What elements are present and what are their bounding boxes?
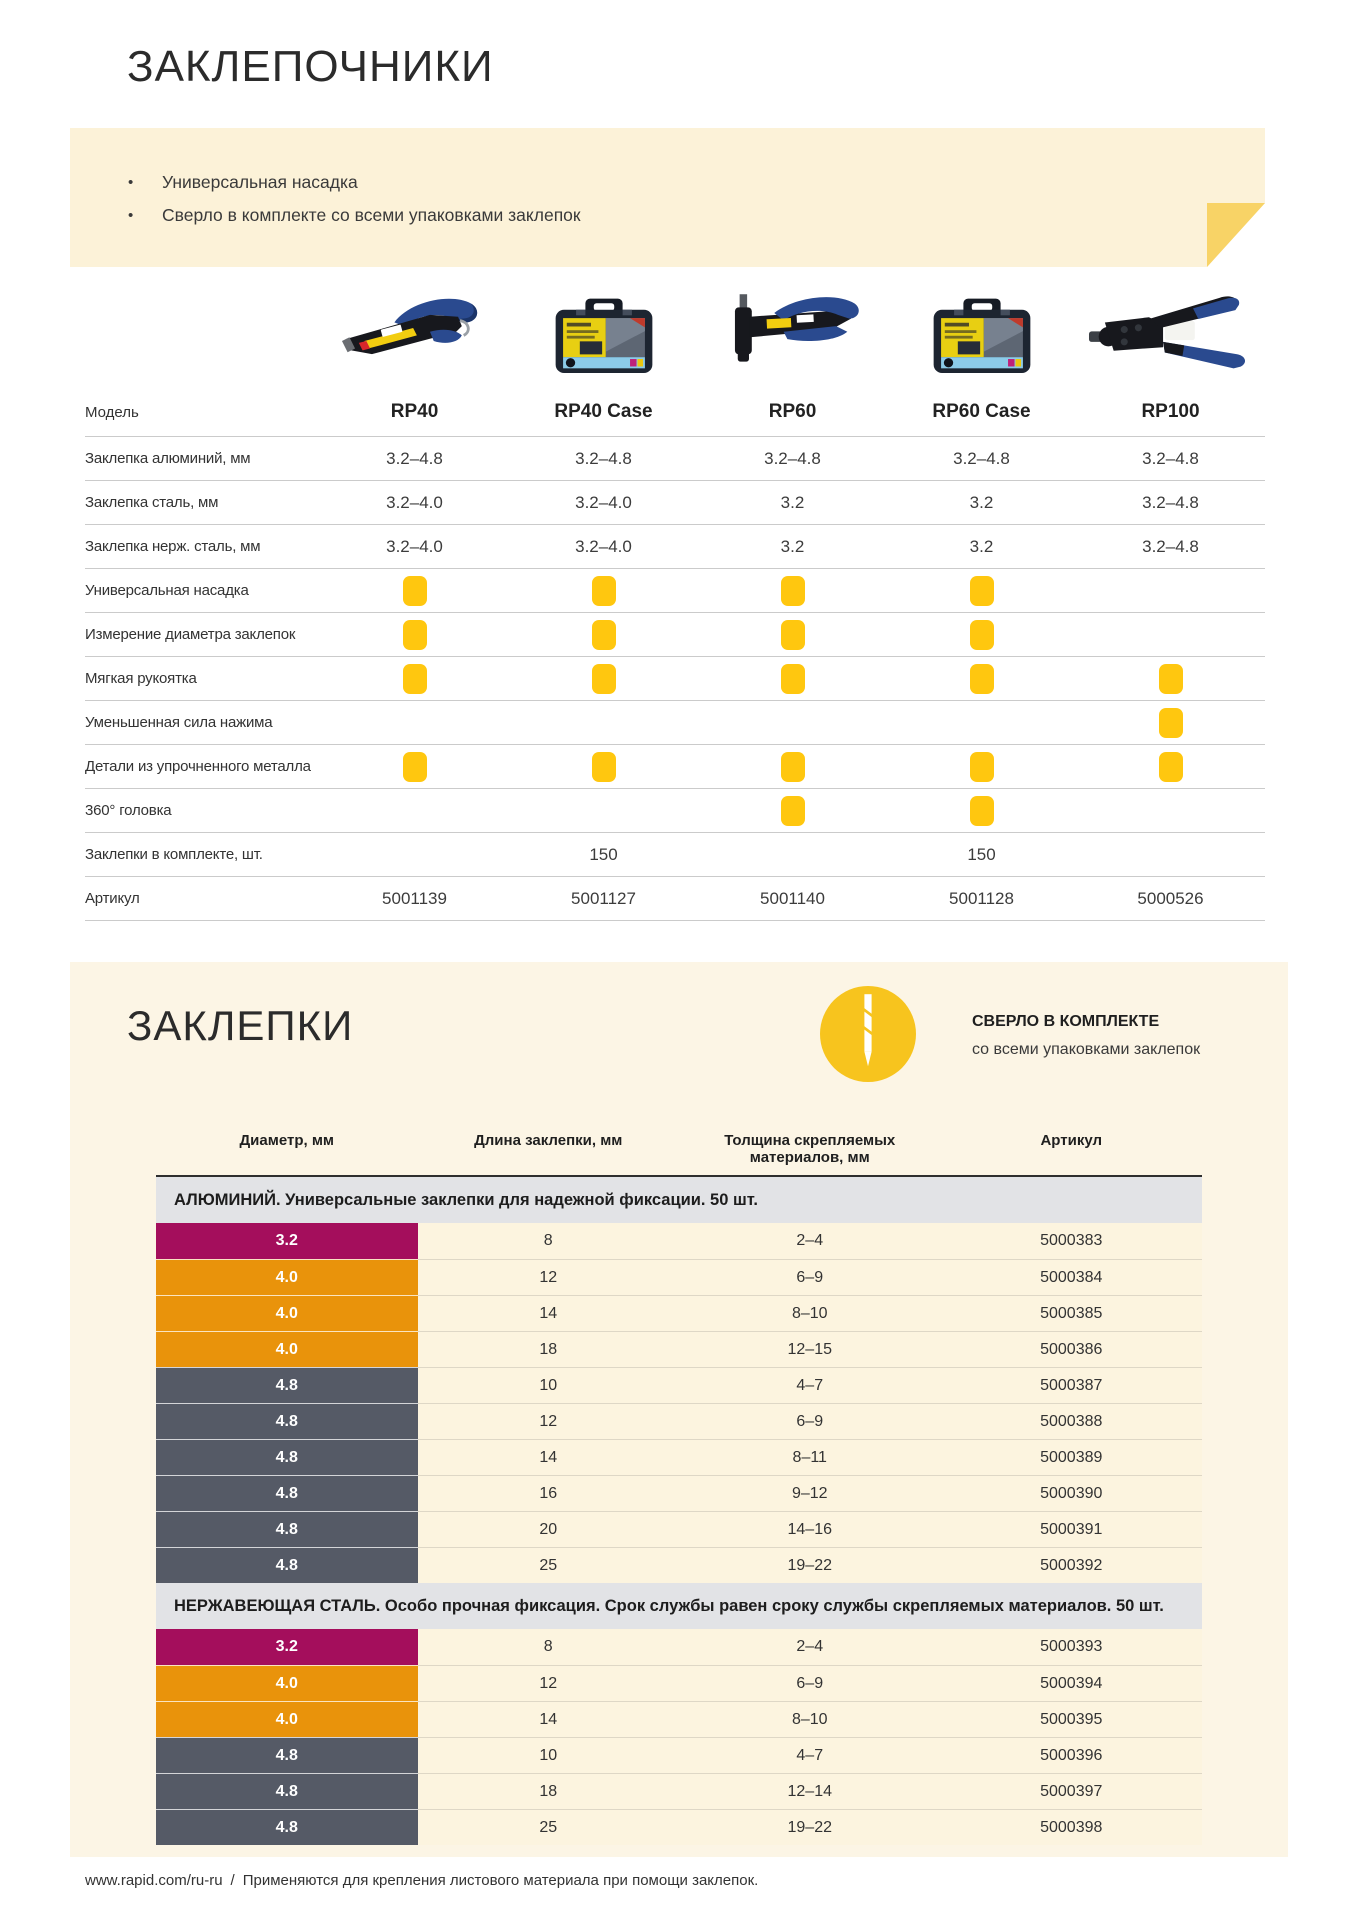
length-cell: 25 xyxy=(418,1547,680,1583)
thickness-cell: 6–9 xyxy=(679,1403,941,1439)
length-cell: 18 xyxy=(418,1773,680,1809)
feature-value: 3.2–4.8 xyxy=(764,448,821,468)
check-mark-icon xyxy=(970,796,994,826)
drill-bit-icon xyxy=(850,988,886,1081)
feature-check-yes xyxy=(320,752,509,782)
product-image-rp100 xyxy=(1076,238,1265,386)
sku-cell: 5000388 xyxy=(941,1403,1203,1439)
length-cell: 18 xyxy=(418,1331,680,1367)
rivet-row xyxy=(156,1439,1202,1475)
rivet-row xyxy=(156,1737,1202,1773)
feature-value: 3.2 xyxy=(969,492,994,512)
feature-value: 3.2–4.8 xyxy=(1142,492,1199,512)
product-image-rp40-case xyxy=(509,238,698,386)
length-cell: 25 xyxy=(418,1809,680,1845)
highlights-list xyxy=(128,166,581,232)
sku-cell: 5000390 xyxy=(941,1475,1203,1511)
feature-row-label: Измерение диаметра заклепок xyxy=(85,626,296,643)
diameter-cell: 3.2 xyxy=(156,1629,418,1665)
feature-value: 3.2–4.8 xyxy=(1142,536,1199,556)
feature-row-label: Заклепка нерж. сталь, мм xyxy=(85,538,261,555)
diameter-cell: 4.0 xyxy=(156,1701,418,1737)
feature-check-yes xyxy=(1076,664,1265,694)
feature-row-label: Артикул xyxy=(85,890,140,907)
thickness-cell: 2–4 xyxy=(796,1232,824,1249)
feature-value: 5001127 xyxy=(571,888,636,908)
sku-cell: 5000393 xyxy=(1040,1638,1103,1655)
thickness-cell: 14–16 xyxy=(679,1511,941,1547)
feature-value: 3.2–4.0 xyxy=(386,492,443,512)
feature-row xyxy=(85,877,1265,921)
length-cell: 10 xyxy=(418,1737,680,1773)
diameter-cell: 4.8 xyxy=(156,1403,418,1439)
feature-value: 3.2 xyxy=(780,492,805,512)
feature-row xyxy=(85,437,1265,481)
feature-row-label: Универсальная насадка xyxy=(85,582,249,599)
rivet-row xyxy=(156,1331,1202,1367)
feature-check-yes xyxy=(320,576,509,606)
rivets-section-title: ЗАКЛЕПКИ xyxy=(127,1002,354,1049)
length-cell: 12 xyxy=(418,1259,680,1295)
check-mark-icon xyxy=(403,620,427,650)
diameter-cell: 4.8 xyxy=(156,1439,418,1475)
rivet-row xyxy=(156,1511,1202,1547)
feature-check-yes xyxy=(1076,708,1265,738)
model-name: RP60 xyxy=(768,401,817,422)
feature-check-yes xyxy=(320,620,509,650)
feature-row xyxy=(85,569,1265,613)
check-mark-icon xyxy=(781,796,805,826)
feature-row-label: Заклепка алюминий, мм xyxy=(85,450,251,467)
feature-check-yes xyxy=(509,664,698,694)
check-mark-icon xyxy=(592,620,616,650)
rivets-table-headers xyxy=(156,1132,1202,1177)
feature-value: 3.2–4.0 xyxy=(575,492,632,512)
feature-check-yes xyxy=(698,664,887,694)
check-mark-icon xyxy=(403,752,427,782)
sku-cell: 5000384 xyxy=(941,1259,1203,1295)
rivet-row xyxy=(156,1403,1202,1439)
drill-badge xyxy=(820,986,916,1082)
feature-row xyxy=(85,481,1265,525)
product-image-rp40 xyxy=(320,238,509,386)
diameter-cell: 4.0 xyxy=(156,1259,418,1295)
sku-cell: 5000398 xyxy=(941,1809,1203,1845)
thickness-cell: 4–7 xyxy=(679,1367,941,1403)
thickness-cell: 6–9 xyxy=(679,1259,941,1295)
feature-value: 3.2 xyxy=(969,536,994,556)
feature-value: 5001140 xyxy=(760,888,825,908)
check-mark-icon xyxy=(403,664,427,694)
column-header-length: Длина заклепки, мм xyxy=(474,1132,623,1149)
check-mark-icon xyxy=(970,620,994,650)
feature-check-yes xyxy=(698,620,887,650)
length-cell: 14 xyxy=(418,1701,680,1737)
sku-cell: 5000394 xyxy=(941,1665,1203,1701)
check-mark-icon xyxy=(592,664,616,694)
length-cell: 14 xyxy=(418,1439,680,1475)
thickness-cell: 12–14 xyxy=(679,1773,941,1809)
sku-cell: 5000383 xyxy=(1040,1232,1103,1249)
column-header-diameter: Диаметр, мм xyxy=(239,1132,335,1149)
feature-check-yes xyxy=(509,620,698,650)
rivet-group-header: АЛЮМИНИЙ. Универсальные заклепки для надежной фиксации. 50 шт. xyxy=(156,1177,1202,1223)
length-cell: 14 xyxy=(418,1295,680,1331)
feature-check-yes xyxy=(887,796,1076,826)
feature-value: 5000526 xyxy=(1137,888,1204,908)
check-mark-icon xyxy=(1159,752,1183,782)
check-mark-icon xyxy=(970,752,994,782)
feature-check-yes xyxy=(509,576,698,606)
sku-cell: 5000391 xyxy=(941,1511,1203,1547)
drill-badge-subtitle: со всеми упаковками заклепок xyxy=(972,1041,1201,1058)
rivet-row xyxy=(156,1547,1202,1583)
page-title: ЗАКЛЕПОЧНИКИ xyxy=(127,42,494,91)
check-mark-icon xyxy=(781,620,805,650)
diameter-cell: 4.0 xyxy=(156,1665,418,1701)
feature-row xyxy=(85,789,1265,833)
diameter-cell: 4.8 xyxy=(156,1547,418,1583)
feature-row xyxy=(85,613,1265,657)
model-name: RP100 xyxy=(1141,401,1200,422)
feature-row-label: Уменьшенная сила нажима xyxy=(85,714,273,731)
diameter-cell: 4.0 xyxy=(156,1331,418,1367)
thickness-cell: 19–22 xyxy=(679,1809,941,1845)
diameter-cell: 4.8 xyxy=(156,1773,418,1809)
check-mark-icon xyxy=(970,664,994,694)
rivet-row xyxy=(156,1629,1202,1665)
feature-check-yes xyxy=(698,576,887,606)
rivets-table-body xyxy=(156,1177,1202,1845)
column-header-thickness: Толщина скрепляемых материалов, мм xyxy=(724,1132,896,1166)
product-image-rp60-case xyxy=(887,238,1076,386)
rivet-row xyxy=(156,1809,1202,1845)
footer-separator: / xyxy=(230,1872,235,1889)
footer-url[interactable]: www.rapid.com/ru-ru xyxy=(85,1872,223,1889)
sku-cell: 5000397 xyxy=(941,1773,1203,1809)
feature-check-yes xyxy=(887,620,1076,650)
feature-check-yes xyxy=(1076,752,1265,782)
thickness-cell: 6–9 xyxy=(679,1665,941,1701)
model-row xyxy=(85,388,1265,437)
rivet-group-rows xyxy=(156,1629,1202,1845)
rivets-table xyxy=(156,1132,1202,1845)
length-cell: 12 xyxy=(418,1403,680,1439)
diameter-cell: 4.8 xyxy=(156,1511,418,1547)
check-mark-icon xyxy=(592,576,616,606)
model-name: RP60 Case xyxy=(932,401,1031,422)
model-row-label: Модель xyxy=(85,403,139,421)
length-cell: 8 xyxy=(543,1232,553,1249)
thickness-cell: 8–11 xyxy=(679,1439,941,1475)
sku-cell: 5000387 xyxy=(941,1367,1203,1403)
riveters-rows xyxy=(85,437,1265,921)
diameter-cell: 4.0 xyxy=(156,1295,418,1331)
feature-check-yes xyxy=(320,664,509,694)
check-mark-icon xyxy=(781,752,805,782)
feature-row xyxy=(85,745,1265,789)
rivet-row xyxy=(156,1665,1202,1701)
model-name: RP40 xyxy=(390,401,439,422)
length-cell: 16 xyxy=(418,1475,680,1511)
thickness-cell: 9–12 xyxy=(679,1475,941,1511)
drill-badge-title: СВЕРЛО В КОМПЛЕКТЕ xyxy=(972,1013,1160,1030)
diameter-cell: 3.2 xyxy=(156,1223,418,1259)
rivet-group-rows xyxy=(156,1223,1202,1583)
feature-value: 5001128 xyxy=(949,888,1014,908)
feature-row xyxy=(85,833,1265,877)
sku-cell: 5000395 xyxy=(941,1701,1203,1737)
length-cell: 10 xyxy=(418,1367,680,1403)
sku-cell: 5000396 xyxy=(941,1737,1203,1773)
feature-value: 150 xyxy=(589,844,618,864)
feature-check-yes xyxy=(698,796,887,826)
model-name: RP40 Case xyxy=(554,401,653,422)
feature-row xyxy=(85,657,1265,701)
sku-cell: 5000392 xyxy=(941,1547,1203,1583)
thickness-cell: 19–22 xyxy=(679,1547,941,1583)
diameter-cell: 4.8 xyxy=(156,1367,418,1403)
feature-check-yes xyxy=(887,752,1076,782)
riveters-table xyxy=(85,388,1265,921)
feature-value: 3.2–4.8 xyxy=(953,448,1010,468)
check-mark-icon xyxy=(403,576,427,606)
page-footer xyxy=(85,1872,758,1889)
highlight-bullet: • Универсальная насадка xyxy=(128,166,581,199)
rivet-group-header: НЕРЖАВЕЮЩАЯ СТАЛЬ. Особо прочная фиксация. Срок службы равен сроку службы скрепляемых материалов. 50 шт. xyxy=(156,1583,1202,1629)
diameter-cell: 4.8 xyxy=(156,1809,418,1845)
rivet-row xyxy=(156,1475,1202,1511)
thickness-cell: 8–10 xyxy=(679,1701,941,1737)
diameter-cell: 4.8 xyxy=(156,1475,418,1511)
thickness-cell: 8–10 xyxy=(679,1295,941,1331)
sku-cell: 5000385 xyxy=(941,1295,1203,1331)
rivet-row xyxy=(156,1223,1202,1259)
product-image-rp60 xyxy=(698,238,887,386)
length-cell: 12 xyxy=(418,1665,680,1701)
check-mark-icon xyxy=(1159,708,1183,738)
feature-value: 3.2–4.0 xyxy=(386,536,443,556)
footer-note: Применяются для крепления листового материала при помощи заклепок. xyxy=(242,1872,759,1889)
sku-cell: 5000386 xyxy=(941,1331,1203,1367)
thickness-cell: 2–4 xyxy=(796,1638,824,1655)
feature-check-yes xyxy=(887,576,1076,606)
feature-check-yes xyxy=(887,664,1076,694)
rivet-row xyxy=(156,1259,1202,1295)
column-header-sku: Артикул xyxy=(1040,1132,1103,1149)
feature-row xyxy=(85,525,1265,569)
feature-value: 5001139 xyxy=(382,888,447,908)
sku-cell: 5000389 xyxy=(941,1439,1203,1475)
thickness-cell: 4–7 xyxy=(679,1737,941,1773)
rivet-row xyxy=(156,1773,1202,1809)
product-images-row xyxy=(85,238,1265,386)
feature-row-label: Детали из упрочненного металла xyxy=(85,758,311,775)
feature-check-yes xyxy=(509,752,698,782)
check-mark-icon xyxy=(592,752,616,782)
length-cell: 20 xyxy=(418,1511,680,1547)
thickness-cell: 12–15 xyxy=(679,1331,941,1367)
feature-value: 3.2–4.8 xyxy=(575,448,632,468)
feature-value: 3.2 xyxy=(780,536,805,556)
check-mark-icon xyxy=(970,576,994,606)
check-mark-icon xyxy=(781,576,805,606)
rivet-row xyxy=(156,1701,1202,1737)
feature-row-label: 360° головка xyxy=(85,802,172,819)
rivet-row xyxy=(156,1367,1202,1403)
diameter-cell: 4.8 xyxy=(156,1737,418,1773)
feature-value: 3.2–4.8 xyxy=(1142,448,1199,468)
feature-row xyxy=(85,701,1265,745)
feature-value: 150 xyxy=(967,844,996,864)
check-mark-icon xyxy=(781,664,805,694)
rivet-row xyxy=(156,1295,1202,1331)
length-cell: 8 xyxy=(543,1638,553,1655)
feature-check-yes xyxy=(698,752,887,782)
feature-row-label: Заклепки в комплекте, шт. xyxy=(85,846,263,863)
check-mark-icon xyxy=(1159,664,1183,694)
feature-value: 3.2–4.0 xyxy=(575,536,632,556)
feature-row-label: Заклепка сталь, мм xyxy=(85,494,219,511)
feature-row-label: Мягкая рукоятка xyxy=(85,670,197,687)
feature-value: 3.2–4.8 xyxy=(386,448,443,468)
highlight-bullet: • Сверло в комплекте со всеми упаковками заклепок xyxy=(128,199,581,232)
